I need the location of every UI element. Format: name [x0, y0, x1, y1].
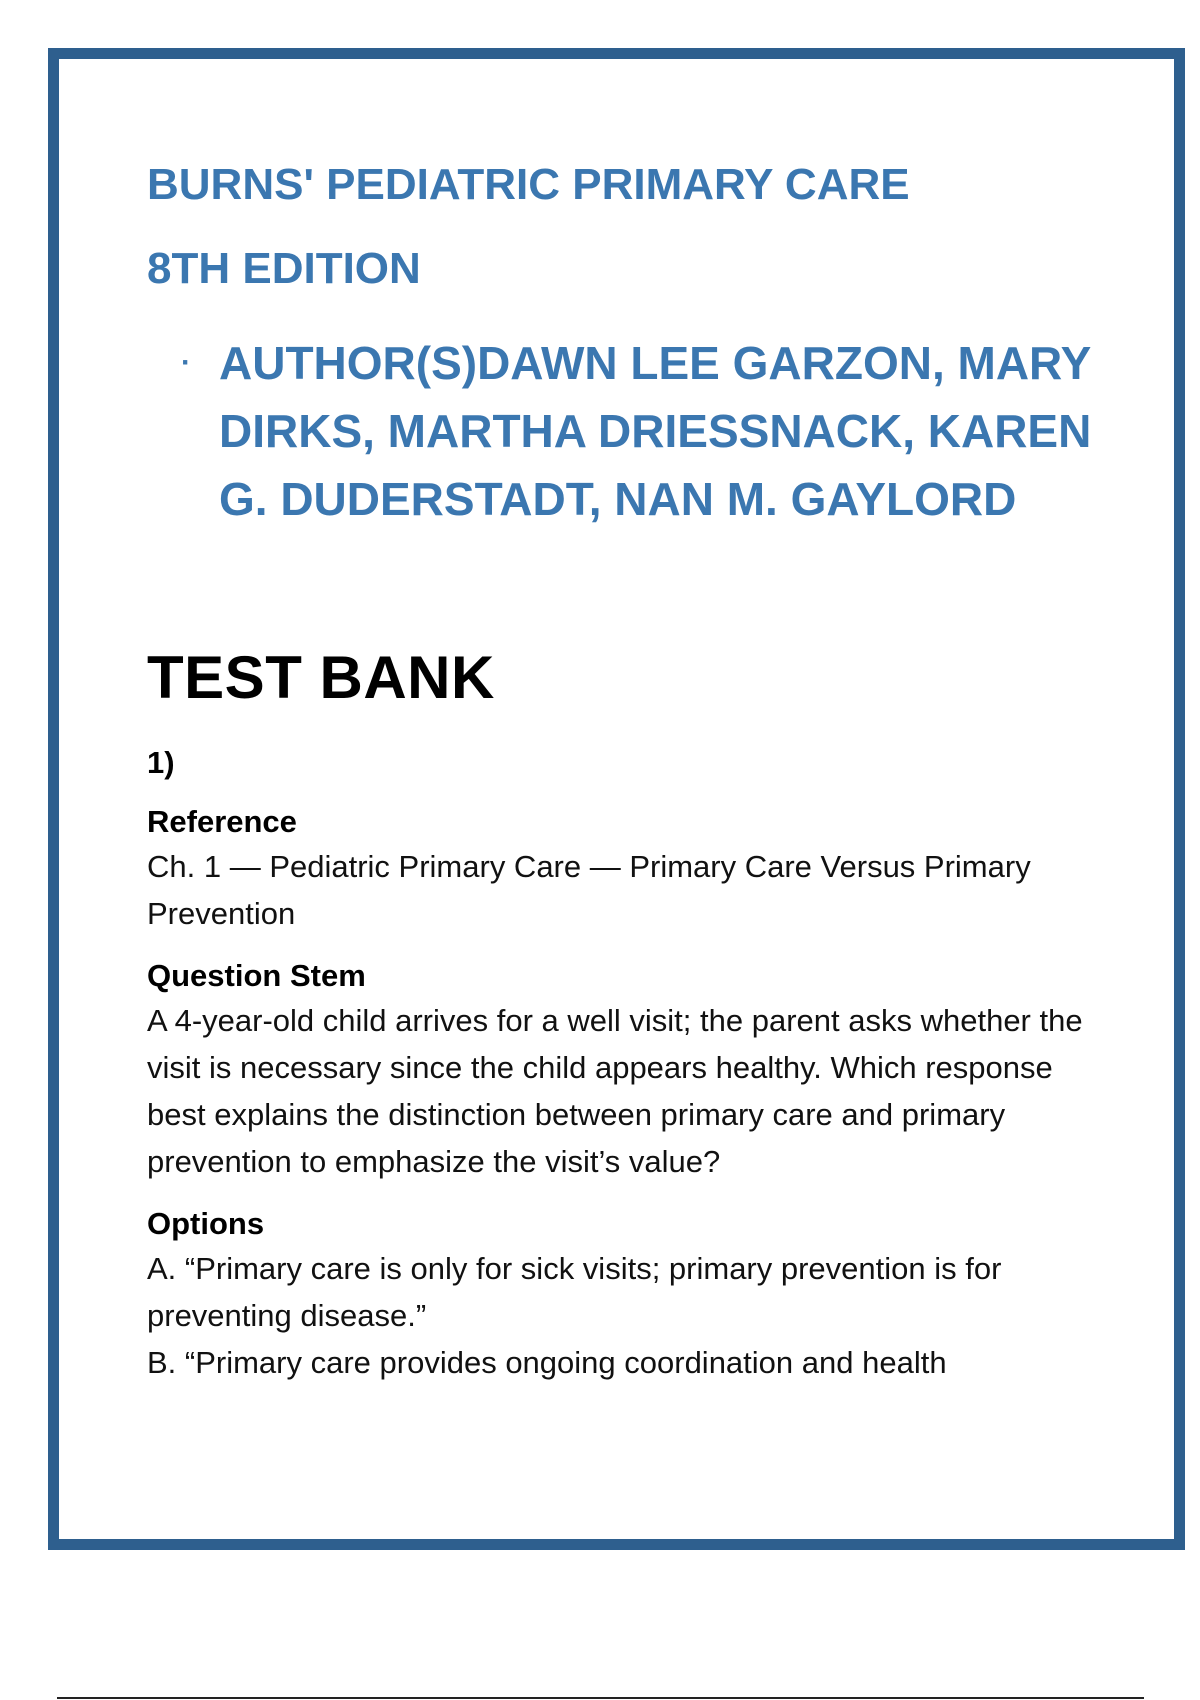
reference-text: Ch. 1 — Pediatric Primary Care — Primary Care Versus Primary Prevention — [147, 849, 1031, 931]
bottom-divider — [57, 1697, 1144, 1699]
section-heading: TEST BANK — [147, 644, 495, 711]
book-edition: 8TH EDITION — [147, 244, 421, 293]
author-list-item — [147, 329, 1107, 533]
options-label: Options — [147, 1206, 265, 1241]
document-content — [147, 159, 1107, 1386]
reference-label: Reference — [147, 804, 297, 839]
option-b: B. “Primary care provides ongoing coordination and health — [147, 1345, 947, 1380]
question-stem-text: A 4-year-old child arrives for a well visit; the parent asks whether the visit is necessary since the child appears healthy. Which response best explains the distinction between primary care and primary prevention to emphasize the visit’s value? — [147, 1003, 1083, 1179]
book-title: BURNS' PEDIATRIC PRIMARY CARE — [147, 160, 910, 209]
bullet-icon: · — [181, 346, 191, 379]
question-number: 1) — [147, 745, 175, 780]
authors-text: AUTHOR(S)DAWN LEE GARZON, MARY DIRKS, MARTHA DRIESSNACK, KAREN G. DUDERSTADT, NAN M. GAYLORD — [219, 337, 1092, 525]
question-stem-label: Question Stem — [147, 958, 366, 993]
page-frame — [48, 48, 1185, 1550]
option-a: A. “Primary care is only for sick visits; primary prevention is for preventing disease.” — [147, 1251, 1002, 1333]
